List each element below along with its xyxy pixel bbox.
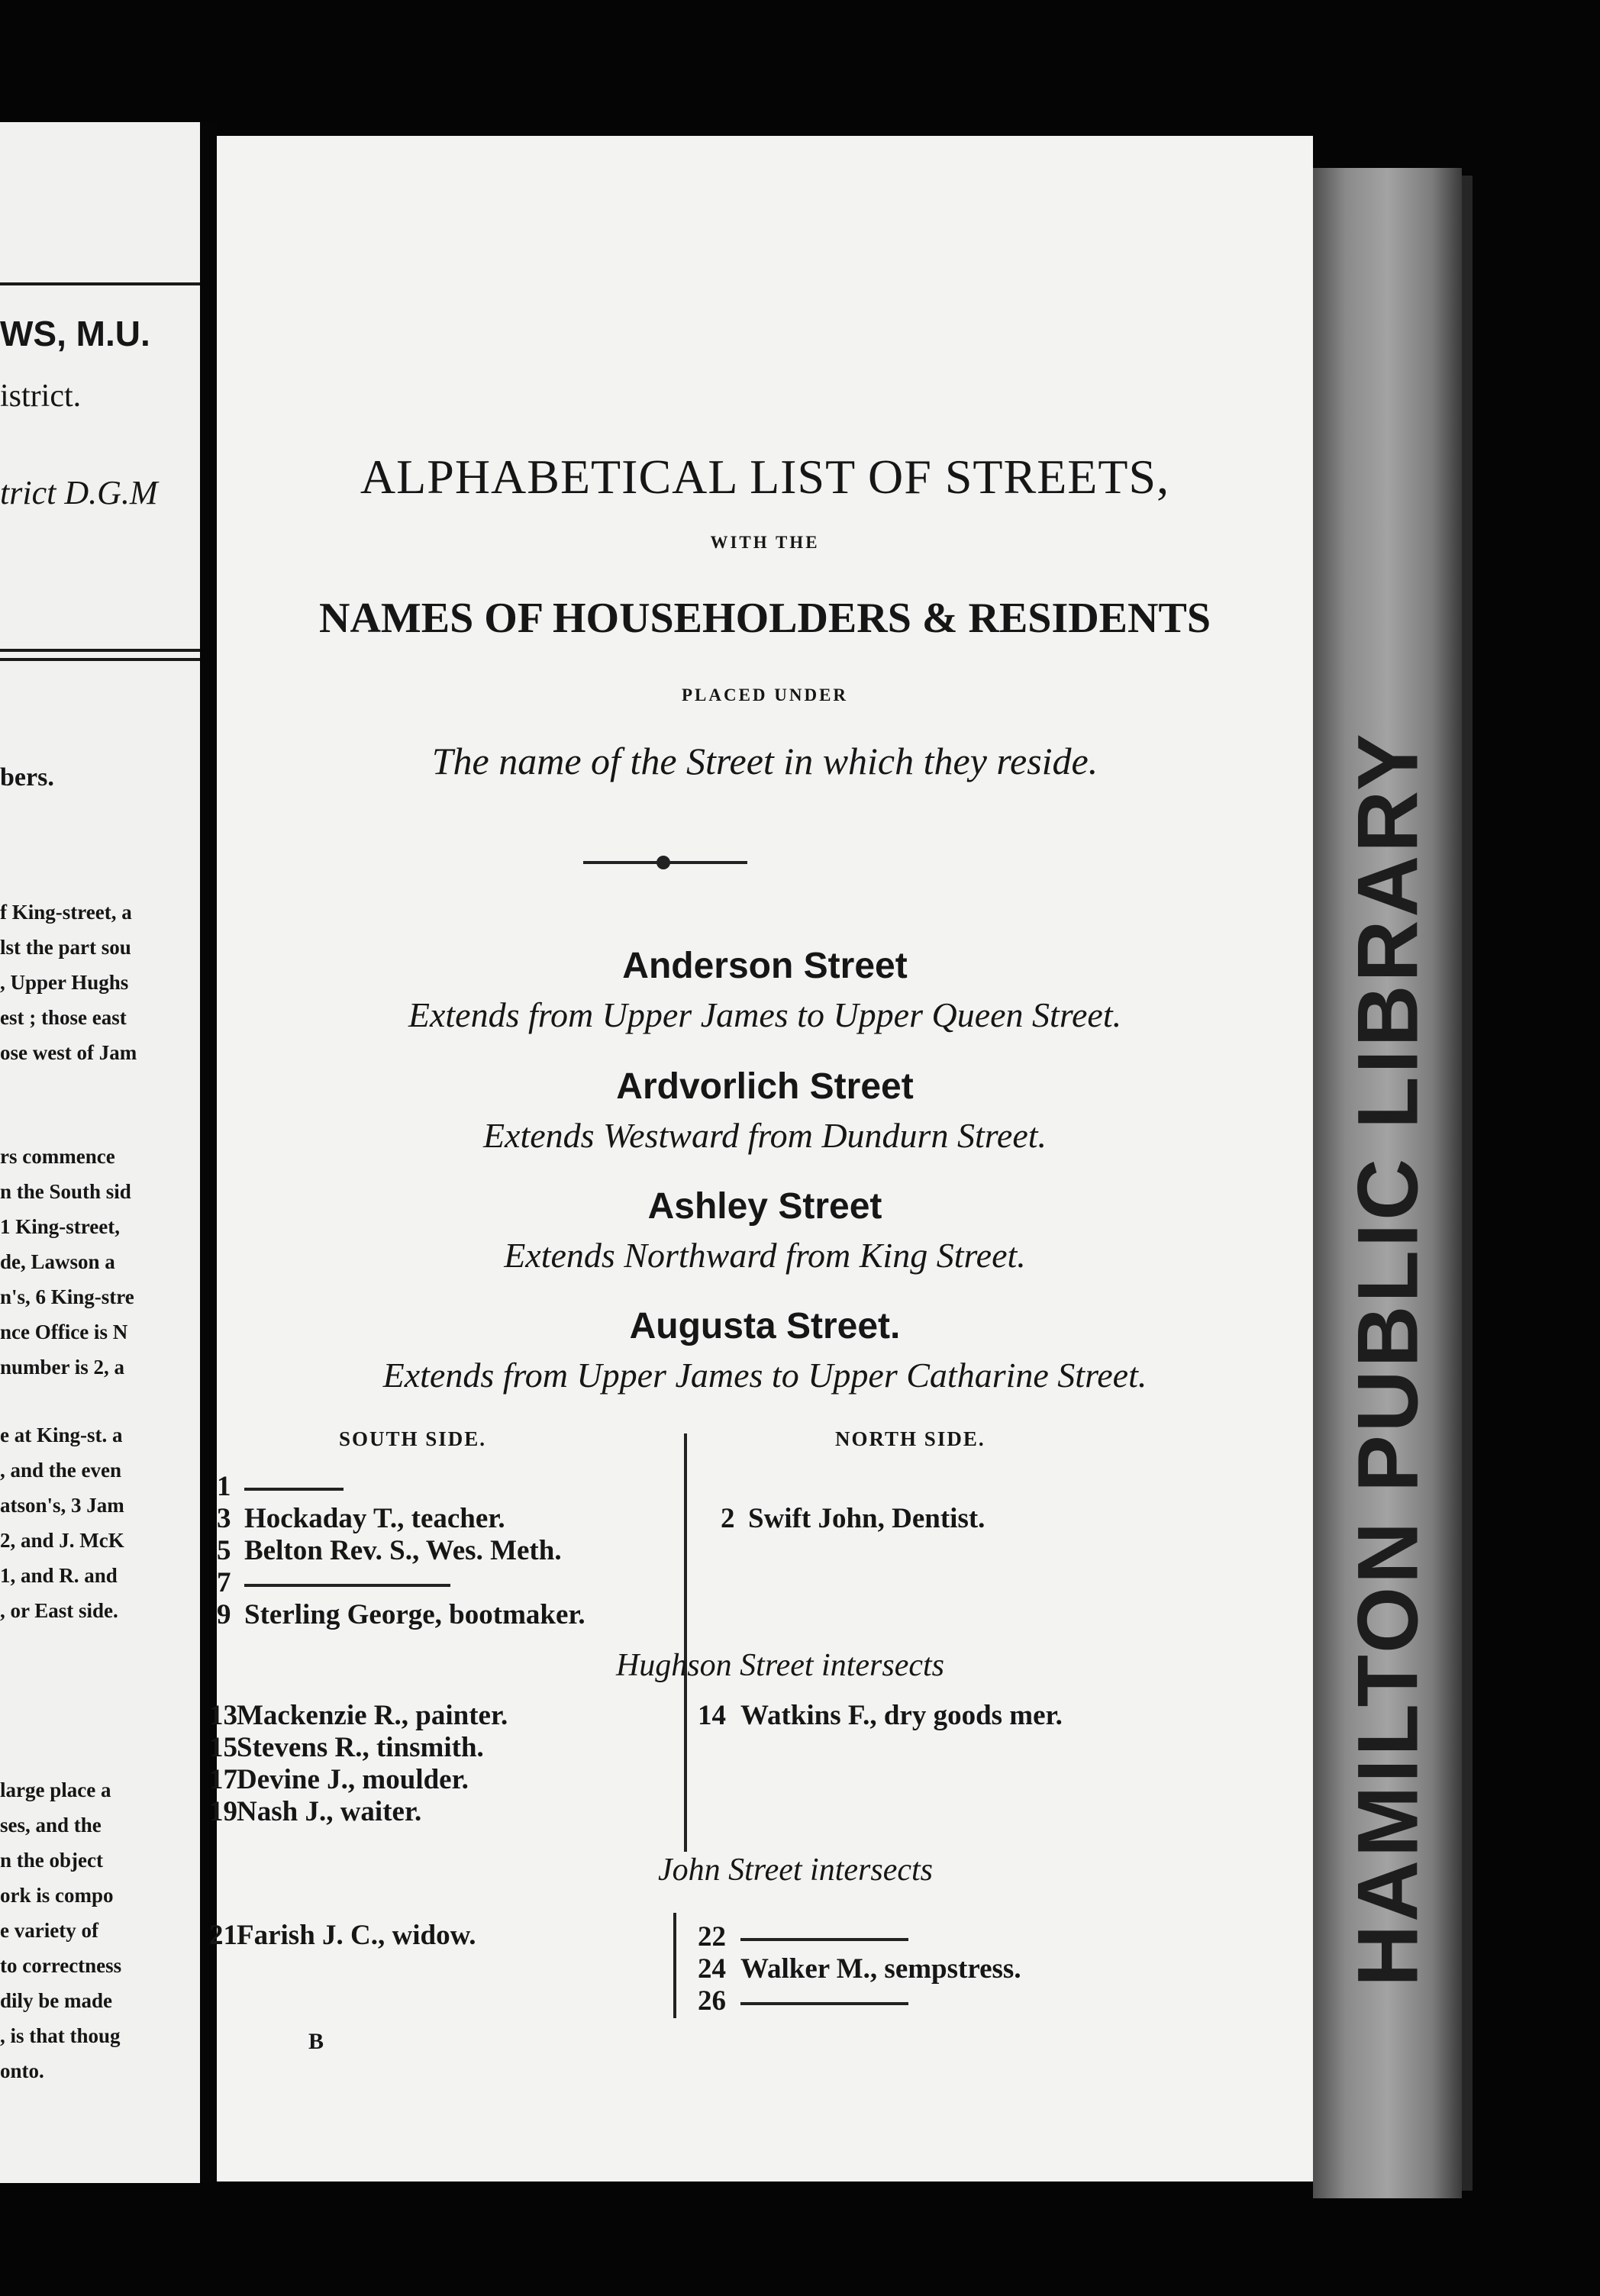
south-entry-9: 9 Sterling George, bootmaker.	[217, 1599, 585, 1630]
book-spine	[1313, 168, 1462, 2198]
street-name-augusta: Augusta Street.	[629, 1306, 901, 1346]
left-page-line: ose west of Jam	[0, 1041, 137, 1064]
directory-page	[209, 136, 1313, 2182]
south-entry-21: 21Farish J. C., widow.	[209, 1920, 476, 1951]
left-page-line: e at King-st. a	[0, 1424, 123, 1446]
north-entry-2: 2 Swift John, Dentist.	[721, 1503, 985, 1534]
left-page-heading: bers.	[0, 763, 54, 792]
left-page-subtitle: istrict.	[0, 379, 82, 414]
left-page-line: to correctness	[0, 1954, 122, 1977]
left-page-line: , Upper Hughs	[0, 971, 129, 994]
header-rule	[0, 282, 200, 285]
left-page-line: , is that thoug	[0, 2024, 121, 2047]
south-entry-19: 19Nash J., waiter.	[209, 1796, 422, 1827]
column-divider-2	[684, 1699, 687, 1852]
street-desc-ashley: Extends Northward from King Street.	[504, 1236, 1026, 1275]
left-page-fragment	[0, 122, 200, 2183]
left-page-line: n the South sid	[0, 1180, 131, 1203]
left-page-line: number is 2, a	[0, 1356, 125, 1379]
column-divider-3	[673, 1913, 676, 2018]
south-entry-5: 5 Belton Rev. S., Wes. Meth.	[217, 1535, 562, 1566]
south-side-header: SOUTH SIDE.	[339, 1427, 487, 1450]
with-the-label: WITH THE	[710, 533, 820, 552]
placed-under-label: PLACED UNDER	[681, 685, 849, 705]
left-page-line: lst the part sou	[0, 936, 131, 959]
section-rule-2	[0, 658, 200, 661]
left-page-line: nce Office is N	[0, 1321, 128, 1343]
left-page-line: ses, and the	[0, 1814, 102, 1836]
left-page-line: est ; those east	[0, 1006, 127, 1029]
south-entry-15: 15Stevens R., tinsmith.	[209, 1732, 484, 1763]
left-page-line: e variety of	[0, 1919, 98, 1942]
south-entry-3: 3 Hockaday T., teacher.	[217, 1503, 505, 1534]
left-page-line: large place a	[0, 1778, 111, 1801]
south-entry-13: 13Mackenzie R., painter.	[209, 1700, 508, 1731]
street-name-ardvorlich: Ardvorlich Street	[616, 1066, 914, 1107]
street-name-anderson: Anderson Street	[622, 946, 908, 986]
left-page-line: f King-street, a	[0, 901, 132, 924]
left-page-line: atson's, 3 Jam	[0, 1494, 124, 1517]
page-edge	[1462, 176, 1473, 2191]
street-name-ashley: Ashley Street	[647, 1186, 882, 1227]
page-signature-letter: B	[308, 2029, 324, 2054]
left-page-line: n the object	[0, 1849, 103, 1872]
ornament-dot-icon	[656, 856, 670, 869]
left-page-line: onto.	[0, 2059, 44, 2082]
page-gutter	[200, 122, 217, 2183]
left-page-line: de, Lawson a	[0, 1250, 115, 1273]
left-page-title: WS, M.U.	[0, 314, 150, 353]
page-subtitle: NAMES OF HOUSEHOLDERS & RESIDENTS	[319, 595, 1211, 642]
left-page-line: 2, and J. McK	[0, 1529, 124, 1552]
street-desc-ardvorlich: Extends Westward from Dundurn Street.	[482, 1116, 1047, 1155]
south-entry-7: 7	[217, 1566, 450, 1600]
intersects-hughson: Hughson Street intersects	[615, 1648, 945, 1683]
left-page-line: , and the even	[0, 1459, 122, 1482]
left-page-line: ork is compo	[0, 1884, 114, 1907]
left-page-line: 1, and R. and	[0, 1564, 118, 1587]
south-entry-17: 17Devine J., moulder.	[209, 1764, 469, 1795]
page-tagline: The name of the Street in which they reside.	[431, 740, 1098, 782]
north-entry-14: 14 Watkins F., dry goods mer.	[698, 1700, 1063, 1731]
south-entry-1: 1	[217, 1470, 344, 1504]
intersects-john: John Street intersects	[657, 1853, 933, 1888]
left-page-line: dily be made	[0, 1989, 113, 2012]
street-desc-anderson: Extends from Upper James to Upper Queen Street.	[408, 995, 1122, 1034]
left-page-subtitle-2: trict D.G.M	[0, 474, 158, 511]
street-desc-augusta: Extends from Upper James to Upper Catharine Street.	[382, 1356, 1147, 1395]
section-rule	[0, 649, 200, 652]
north-entry-24: 24 Walker M., sempstress.	[698, 1953, 1021, 1985]
north-side-header: NORTH SIDE.	[835, 1427, 985, 1450]
north-entry-26: 26	[698, 1985, 908, 2018]
left-page-line: , or East side.	[0, 1599, 118, 1622]
spine-library-stamp: HAMILTON PUBLIC LIBRARY	[1340, 730, 1436, 1987]
left-page-line: rs commence	[0, 1145, 115, 1168]
left-page-line: 1 King-street,	[0, 1215, 120, 1238]
page-title: ALPHABETICAL LIST OF STREETS,	[360, 450, 1170, 504]
north-entry-22: 22	[698, 1920, 908, 1954]
left-page-line: n's, 6 King-stre	[0, 1285, 134, 1308]
